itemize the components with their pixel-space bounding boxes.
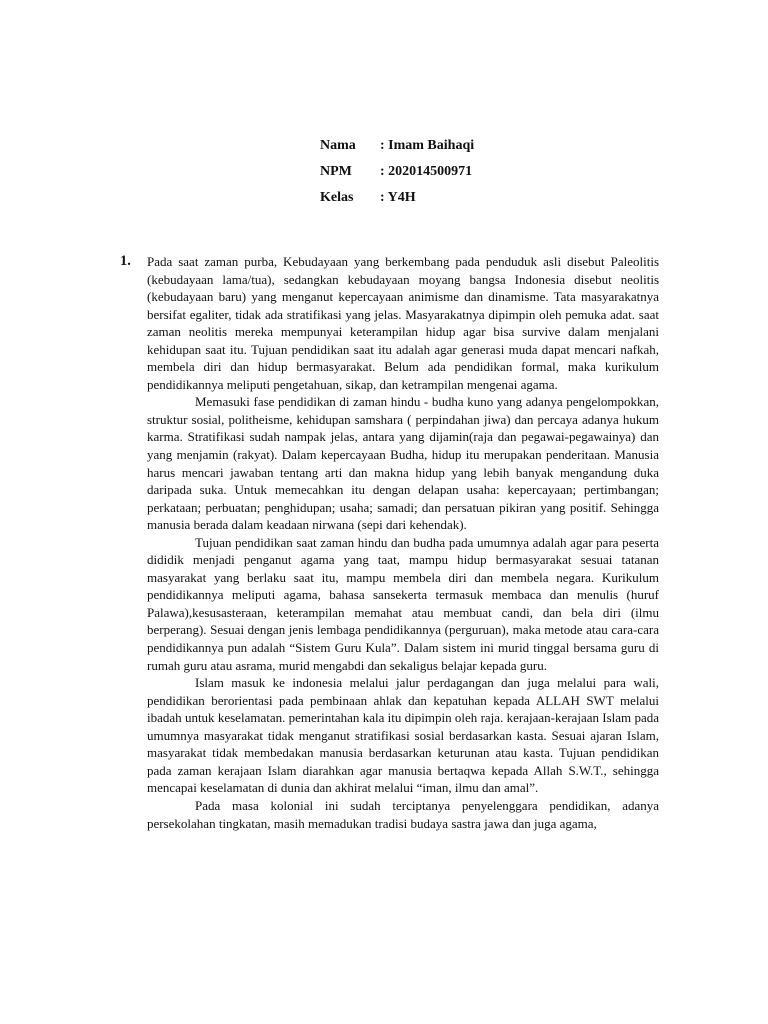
paragraph-islamic-era: Islam masuk ke indonesia melalui jalur perdagangan dan juga melalui para wali, pendidikan berorientasi pada pembinaan ahlak dan kepatuhan kepada ALLAH SWT melalui ibadah untuk keselamatan. pemerintahan kala itu dipimpin oleh raja. kerajaan-kerajaan Islam pada umumnya masyarakat tidak menganut stratifikasi sosial berdasarkan kasta. Sesuai ajaran Islam, masyarakat tidak membedakan manusia berdasarkan keturunan atau kasta. Tujuan pendidikan pada zaman kerajaan Islam diarahkan agar manusia bertaqwa kepada Allah S.W.T., sehingga mencapai keselamatan di dunia dan akhirat melalui “iman, ilmu dan amal”. bbox=[147, 675, 659, 796]
paragraph-prehistoric-era: Pada saat zaman purba, Kebudayaan yang berkembang pada penduduk asli disebut Paleolitis (kebudayaan lama/tua), sedangkan kebudayaan moyang bangsa Indonesia disebut neolitis (kebudayaan baru) yang menganut kepercayaan animisme dan dinamisme. Tata masyarakatnya bersifat egaliter, tidak ada stratifikasi yang jelas. Masyarakatnya dipimpin oleh pemuka adat. saat zaman neolitis mereka mempunyai keterampilan hidup agar bisa survive dalam menjalani kehidupan saat itu. Tujuan pendidikan saat itu adalah agar generasi muda dapat mencari nafkah, membela diri dan hidup bermasyarakat. Belum ada pendidikan formal, maka kurikulum pendidikannya meliputi pengetahuan, sikap, dan ketrampilan mengenai agama. bbox=[147, 254, 659, 392]
identity-row-npm bbox=[320, 163, 620, 189]
student-identity-block bbox=[320, 137, 620, 215]
answer-body bbox=[147, 253, 659, 832]
name-value: : Imam Baihaqi bbox=[380, 138, 475, 153]
class-value: : Y4H bbox=[380, 190, 416, 205]
paragraph-hindu-buddhist-era: Memasuki fase pendidikan di zaman hindu - budha kuno yang adanya pengelompokkan, struktur sosial, politheisme, kehidupan samshara ( perpindahan jiwa) dan percaya adanya hukum karma. Stratifikasi sudah nampak jelas, antara yang dijamin(raja dan pegawai-pegawainya) dan yang menjamin (rakyat). Dalam kepercayaan Budha, hidup itu merupakan penderitaan. Manusia harus mencari jawaban tentang arti dan makna hidup yang lebih banyak mengandung duka daripada suka. Untuk memecahkan itu dengan delapan usaha: kepercayaan; pertimbangan; perkataan; perbuatan; penghidupan; usaha; samadi; dan persatuan pikiran yang positif. Sehingga manusia berada dalam keadaan nirwana (sepi dari kehendak). bbox=[147, 394, 659, 533]
class-label: Kelas bbox=[320, 190, 354, 205]
npm-value: : 202014500971 bbox=[380, 164, 473, 179]
identity-row-class bbox=[320, 189, 620, 215]
identity-row-name bbox=[320, 137, 620, 163]
name-label: Nama bbox=[320, 138, 356, 153]
paragraph-colonial-era: Pada masa kolonial ini sudah terciptanya penyelenggara pendidikan, adanya persekolahan tingkatan, masih memadukan tradisi budaya sastra jawa dan juga agama, bbox=[147, 797, 659, 831]
question-number: 1. bbox=[120, 253, 131, 269]
npm-label: NPM bbox=[320, 164, 352, 179]
paragraph-hindu-buddhist-education: Tujuan pendidikan saat zaman hindu dan budha pada umumnya adalah agar para peserta dididik menjadi penganut agama yang taat, mampu hidup bermasyarakat sesuai tatanan masyarakat yang berlaku saat itu, mampu membela diri dan membela negara. Kurikulum pendidikannya meliputi agama, bahasa sansekerta termasuk membaca dan menulis (huruf Palawa),kesusasteraan, keterampilan memahat atau membuat candi, dan bela diri (ilmu berperang). Sesuai dengan jenis lembaga pendidikannya (perguruan), maka metode atau cara-cara pendidikannya pun adalah “Sistem Guru Kula”. Dalam sistem ini murid tinggal bersama guru di rumah guru atau asrama, murid mengabdi dan sekaligus belajar kepada guru. bbox=[147, 534, 659, 673]
